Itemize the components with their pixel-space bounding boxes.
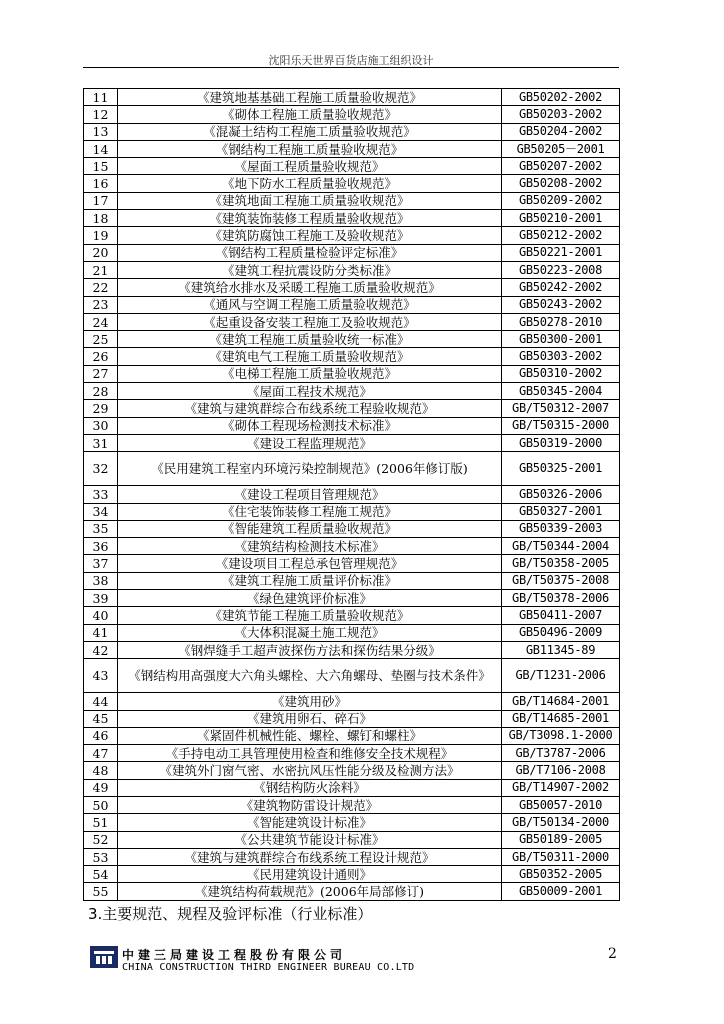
table-row bbox=[84, 796, 620, 813]
standard-code: GB50205－2001 bbox=[502, 140, 620, 157]
standard-code: GB50221-2001 bbox=[502, 244, 620, 261]
standard-name: 《混凝土结构工程施工质量验收规范》 bbox=[118, 123, 502, 140]
standard-code: GB50243-2002 bbox=[502, 296, 620, 313]
standard-name: 《建筑结构荷载规范》(2006年局部修订) bbox=[118, 883, 502, 900]
standard-name: 《建筑物防雷设计规范》 bbox=[118, 796, 502, 813]
standard-name: 《建筑装饰装修工程质量验收规范》 bbox=[118, 210, 502, 227]
table-row bbox=[84, 590, 620, 607]
standard-name: 《建筑用砂》 bbox=[118, 693, 502, 710]
standard-code: GB50326-2006 bbox=[502, 486, 620, 503]
standard-name: 《屋面工程技术规范》 bbox=[118, 383, 502, 400]
table-row bbox=[84, 486, 620, 503]
table-row bbox=[84, 814, 620, 831]
standard-name: 《绿色建筑评价标准》 bbox=[118, 590, 502, 607]
standard-code: GB/T50312-2007 bbox=[502, 400, 620, 417]
footer-company-cn: 中建三局建设工程股份有限公司 bbox=[122, 948, 347, 962]
standard-name: 《建筑与建筑群综合布线系统工程设计规范》 bbox=[118, 848, 502, 865]
standard-name: 《建筑地面工程施工质量验收规范》 bbox=[118, 192, 502, 209]
row-number: 40 bbox=[84, 607, 118, 624]
table-row bbox=[84, 140, 620, 157]
row-number: 22 bbox=[84, 279, 118, 296]
standard-name: 《通风与空调工程施工质量验收规范》 bbox=[118, 296, 502, 313]
standard-code: GB/T14684-2001 bbox=[502, 693, 620, 710]
table-row bbox=[84, 123, 620, 140]
standard-name: 《砌体工程现场检测技术标准》 bbox=[118, 417, 502, 434]
standard-name: 《智能建筑工程质量验收规范》 bbox=[118, 520, 502, 537]
standard-name: 《民用建筑工程室内环境污染控制规范》(2006年修订版) bbox=[118, 452, 502, 486]
table-row bbox=[84, 848, 620, 865]
standard-name: 《建筑防腐蚀工程施工及验收规范》 bbox=[118, 227, 502, 244]
row-number: 55 bbox=[84, 883, 118, 900]
table-row bbox=[84, 693, 620, 710]
table-row bbox=[84, 296, 620, 313]
row-number: 34 bbox=[84, 503, 118, 520]
standard-name: 《电梯工程施工质量验收规范》 bbox=[118, 365, 502, 382]
standard-name: 《建筑工程施工质量验收统一标准》 bbox=[118, 331, 502, 348]
standard-code: GB50057-2010 bbox=[502, 796, 620, 813]
standard-code: GB/T3098.1-2000 bbox=[502, 727, 620, 744]
standard-name: 《屋面工程质量验收规范》 bbox=[118, 158, 502, 175]
table-row bbox=[84, 365, 620, 382]
table-row bbox=[84, 175, 620, 192]
standard-name: 《住宅装饰装修工程施工规范》 bbox=[118, 503, 502, 520]
standard-code: GB/T14907-2002 bbox=[502, 779, 620, 796]
table-row bbox=[84, 624, 620, 641]
table-row bbox=[84, 210, 620, 227]
table-row bbox=[84, 607, 620, 624]
row-number: 16 bbox=[84, 175, 118, 192]
row-number: 19 bbox=[84, 227, 118, 244]
row-number: 43 bbox=[84, 659, 118, 693]
standard-code: GB/T14685-2001 bbox=[502, 710, 620, 727]
row-number: 37 bbox=[84, 555, 118, 572]
standard-code: GB50202-2002 bbox=[502, 89, 620, 106]
page-number: 2 bbox=[608, 946, 617, 962]
table-row bbox=[84, 831, 620, 848]
row-number: 48 bbox=[84, 762, 118, 779]
table-row bbox=[84, 192, 620, 209]
table-row bbox=[84, 452, 620, 486]
row-number: 44 bbox=[84, 693, 118, 710]
standard-name: 《地下防水工程质量验收规范》 bbox=[118, 175, 502, 192]
standard-code: GB50303-2002 bbox=[502, 348, 620, 365]
table-row bbox=[84, 710, 620, 727]
table-row bbox=[84, 348, 620, 365]
standard-name: 《民用建筑设计通则》 bbox=[118, 866, 502, 883]
table-row bbox=[84, 417, 620, 434]
row-number: 27 bbox=[84, 365, 118, 382]
row-number: 15 bbox=[84, 158, 118, 175]
row-number: 32 bbox=[84, 452, 118, 486]
standard-name: 《钢结构工程施工质量验收规范》 bbox=[118, 140, 502, 157]
section-heading: 3.主要规范、规程及验评标准（行业标准） bbox=[88, 905, 373, 923]
standard-code: GB50339-2003 bbox=[502, 520, 620, 537]
standard-code: GB50242-2002 bbox=[502, 279, 620, 296]
row-number: 24 bbox=[84, 313, 118, 330]
row-number: 12 bbox=[84, 106, 118, 123]
standard-name: 《建筑用卵石、碎石》 bbox=[118, 710, 502, 727]
standard-name: 《手持电动工具管理使用检查和维修安全技术规程》 bbox=[118, 745, 502, 762]
standard-code: GB50496-2009 bbox=[502, 624, 620, 641]
table-row bbox=[84, 883, 620, 900]
standard-code: GB50204-2002 bbox=[502, 123, 620, 140]
standard-name: 《公共建筑节能设计标准》 bbox=[118, 831, 502, 848]
standard-code: GB/T50134-2000 bbox=[502, 814, 620, 831]
standard-code: GB50189-2005 bbox=[502, 831, 620, 848]
row-number: 41 bbox=[84, 624, 118, 641]
standard-name: 《建筑电气工程施工质量验收规范》 bbox=[118, 348, 502, 365]
table-row bbox=[84, 261, 620, 278]
table-row bbox=[84, 572, 620, 589]
row-number: 47 bbox=[84, 745, 118, 762]
table-row bbox=[84, 158, 620, 175]
row-number: 51 bbox=[84, 814, 118, 831]
table-row bbox=[84, 89, 620, 106]
row-number: 28 bbox=[84, 383, 118, 400]
standard-name: 《建筑结构检测技术标准》 bbox=[118, 538, 502, 555]
standard-name: 《建筑外门窗气密、水密抗风压性能分级及检测方法》 bbox=[118, 762, 502, 779]
standard-code: GB/T1231-2006 bbox=[502, 659, 620, 693]
row-number: 36 bbox=[84, 538, 118, 555]
standard-code: GB11345-89 bbox=[502, 641, 620, 658]
table-row bbox=[84, 503, 620, 520]
standard-name: 《砌体工程施工质量验收规范》 bbox=[118, 106, 502, 123]
row-number: 54 bbox=[84, 866, 118, 883]
standard-code: GB/T3787-2006 bbox=[502, 745, 620, 762]
row-number: 46 bbox=[84, 727, 118, 744]
table-row bbox=[84, 745, 620, 762]
standard-name: 《建筑节能工程施工质量验收规范》 bbox=[118, 607, 502, 624]
standard-code: GB/T50378-2006 bbox=[502, 590, 620, 607]
row-number: 26 bbox=[84, 348, 118, 365]
standard-name: 《钢焊缝手工超声波探伤方法和探伤结果分级》 bbox=[118, 641, 502, 658]
row-number: 35 bbox=[84, 520, 118, 537]
row-number: 39 bbox=[84, 590, 118, 607]
table-row bbox=[84, 866, 620, 883]
table-row bbox=[84, 244, 620, 261]
page-header-title: 沈阳乐天世界百货店施工组织设计 bbox=[268, 54, 434, 67]
standard-name: 《建设项目工程总承包管理规范》 bbox=[118, 555, 502, 572]
standard-code: GB50223-2008 bbox=[502, 261, 620, 278]
table-row bbox=[84, 400, 620, 417]
table-row bbox=[84, 383, 620, 400]
standard-code: GB50345-2004 bbox=[502, 383, 620, 400]
standard-code: GB50300-2001 bbox=[502, 331, 620, 348]
standard-code: GB50319-2000 bbox=[502, 434, 620, 451]
row-number: 20 bbox=[84, 244, 118, 261]
table-row bbox=[84, 641, 620, 658]
standard-code: GB50325-2001 bbox=[502, 452, 620, 486]
standard-name: 《钢结构工程质量检验评定标准》 bbox=[118, 244, 502, 261]
standard-name: 《建设工程监理规范》 bbox=[118, 434, 502, 451]
standard-name: 《起重设备安装工程施工及验收规范》 bbox=[118, 313, 502, 330]
standard-name: 《建筑地基基础工程施工质量验收规范》 bbox=[118, 89, 502, 106]
standard-name: 《大体积混凝土施工规范》 bbox=[118, 624, 502, 641]
row-number: 17 bbox=[84, 192, 118, 209]
company-logo-icon bbox=[90, 946, 118, 968]
table-row bbox=[84, 538, 620, 555]
row-number: 52 bbox=[84, 831, 118, 848]
row-number: 18 bbox=[84, 210, 118, 227]
row-number: 45 bbox=[84, 710, 118, 727]
standard-code: GB/T50311-2000 bbox=[502, 848, 620, 865]
standard-code: GB/T50358-2005 bbox=[502, 555, 620, 572]
table-row bbox=[84, 762, 620, 779]
table-row bbox=[84, 331, 620, 348]
row-number: 25 bbox=[84, 331, 118, 348]
table-row bbox=[84, 520, 620, 537]
standard-code: GB50327-2001 bbox=[502, 503, 620, 520]
standard-code: GB/T50344-2004 bbox=[502, 538, 620, 555]
standard-name: 《建筑工程抗震设防分类标准》 bbox=[118, 261, 502, 278]
standard-code: GB/T7106-2008 bbox=[502, 762, 620, 779]
row-number: 13 bbox=[84, 123, 118, 140]
table-row bbox=[84, 279, 620, 296]
standard-code: GB50009-2001 bbox=[502, 883, 620, 900]
standard-code: GB/T50315-2000 bbox=[502, 417, 620, 434]
table-row bbox=[84, 313, 620, 330]
table-row bbox=[84, 727, 620, 744]
header-divider bbox=[83, 67, 619, 68]
standard-name: 《钢结构防火涂料》 bbox=[118, 779, 502, 796]
standard-code: GB50208-2002 bbox=[502, 175, 620, 192]
row-number: 30 bbox=[84, 417, 118, 434]
standard-code: GB50278-2010 bbox=[502, 313, 620, 330]
row-number: 31 bbox=[84, 434, 118, 451]
standard-name: 《建设工程项目管理规范》 bbox=[118, 486, 502, 503]
standard-code: GB50210-2001 bbox=[502, 210, 620, 227]
standard-name: 《钢结构用高强度大六角头螺栓、大六角螺母、垫圈与技术条件》 bbox=[118, 659, 502, 693]
standard-code: GB50203-2002 bbox=[502, 106, 620, 123]
standard-name: 《智能建筑设计标准》 bbox=[118, 814, 502, 831]
standard-name: 《建筑与建筑群综合布线系统工程验收规范》 bbox=[118, 400, 502, 417]
standard-code: GB50209-2002 bbox=[502, 192, 620, 209]
table-row bbox=[84, 227, 620, 244]
table-row bbox=[84, 106, 620, 123]
standard-code: GB50207-2002 bbox=[502, 158, 620, 175]
row-number: 53 bbox=[84, 848, 118, 865]
row-number: 33 bbox=[84, 486, 118, 503]
row-number: 11 bbox=[84, 89, 118, 106]
row-number: 38 bbox=[84, 572, 118, 589]
row-number: 23 bbox=[84, 296, 118, 313]
row-number: 42 bbox=[84, 641, 118, 658]
standard-name: 《建筑给水排水及采暖工程施工质量验收规范》 bbox=[118, 279, 502, 296]
table-row bbox=[84, 659, 620, 693]
row-number: 29 bbox=[84, 400, 118, 417]
standard-name: 《建筑工程施工质量评价标准》 bbox=[118, 572, 502, 589]
standard-code: GB/T50375-2008 bbox=[502, 572, 620, 589]
standard-code: GB50411-2007 bbox=[502, 607, 620, 624]
table-row bbox=[84, 779, 620, 796]
row-number: 14 bbox=[84, 140, 118, 157]
row-number: 49 bbox=[84, 779, 118, 796]
table-row bbox=[84, 555, 620, 572]
standard-code: GB50212-2002 bbox=[502, 227, 620, 244]
standard-name: 《紧固件机械性能、螺栓、螺钉和螺柱》 bbox=[118, 727, 502, 744]
table-row bbox=[84, 434, 620, 451]
footer-company-en: CHINA CONSTRUCTION THIRD ENGINEER BUREAU CO.LTD bbox=[122, 962, 415, 973]
row-number: 50 bbox=[84, 796, 118, 813]
standards-table bbox=[83, 88, 620, 901]
standard-code: GB50352-2005 bbox=[502, 866, 620, 883]
standard-code: GB50310-2002 bbox=[502, 365, 620, 382]
row-number: 21 bbox=[84, 261, 118, 278]
